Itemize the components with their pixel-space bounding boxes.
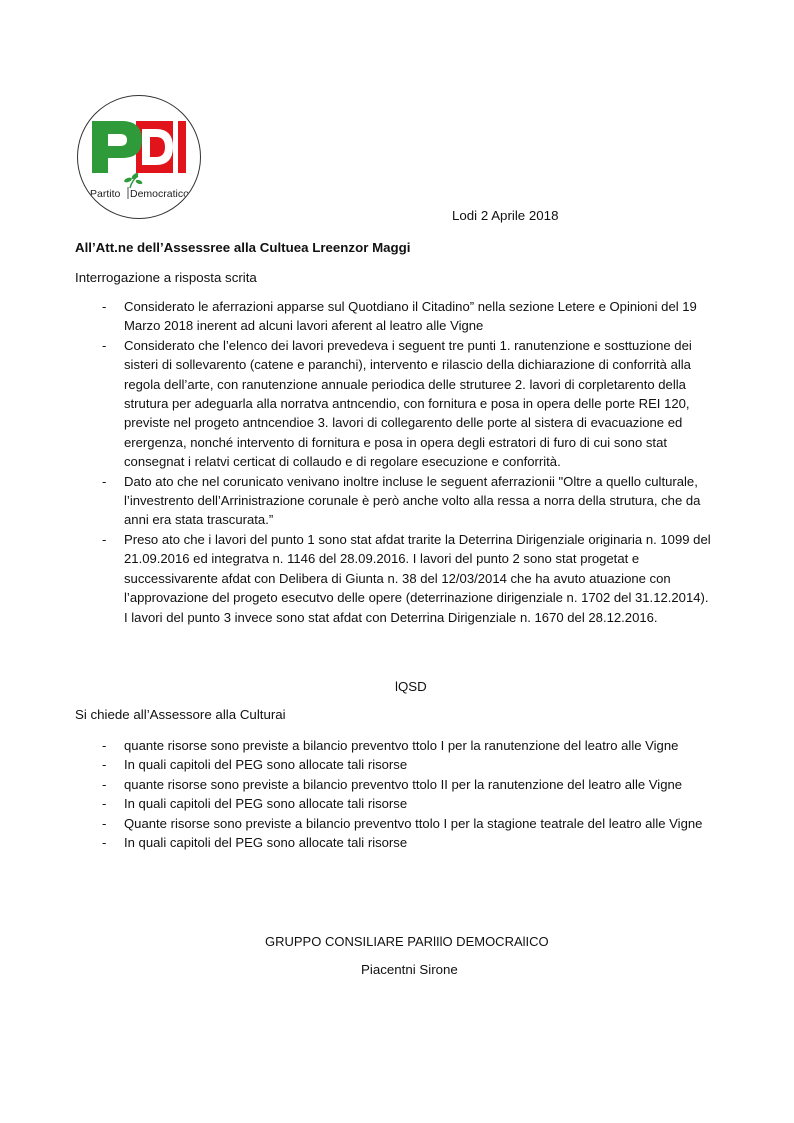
consideration-item	[75, 472, 715, 530]
dash-bullet: -	[102, 796, 107, 812]
dash-bullet: -	[102, 776, 107, 792]
question-text: Quante risorse sono previste a bilancio preventvo ttolo I per la stagione teatrale del leatro alle Vigne	[124, 815, 703, 831]
council-group-name: GRUPPO CONSILIARE PARlIlO DEMOCRAlICO	[265, 934, 549, 949]
document-date: Lodi 2 Aprile 2018	[452, 208, 559, 223]
question-text: quante risorse sono previste a bilancio preventvo ttolo I per la ranutenzione del leatro alle Vigne	[124, 738, 679, 753]
dash-bullet: -	[102, 757, 107, 773]
consideration-item	[75, 336, 715, 472]
question-item	[75, 775, 715, 794]
logo-red-d-inner	[150, 137, 165, 157]
logo-text-democratico: Democratico	[130, 188, 189, 200]
consideration-item	[75, 297, 715, 336]
request-intro: Si chiede all’Assessore alla Culturai	[75, 707, 286, 722]
question-item	[75, 814, 715, 833]
addressee-line: All’Att.ne dell’Assessree alla Cultuea Lreenzor Maggi	[75, 240, 411, 255]
questions-list	[75, 736, 715, 852]
dash-bullet: -	[102, 337, 107, 353]
question-item	[75, 755, 715, 774]
considerations-list	[75, 297, 715, 627]
question-item	[75, 736, 715, 755]
dash-bullet: -	[102, 835, 107, 851]
question-item	[75, 833, 715, 852]
dash-bullet: -	[102, 815, 107, 831]
question-text: In quali capitoli del PEG sono allocate tali risorse	[124, 796, 408, 812]
question-text: In quali capitoli del PEG sono allocate tali risorse	[124, 757, 408, 773]
dash-bullet: -	[102, 531, 107, 547]
consideration-text: Considerato le aferrazioni apparse sul Quotdiano il Citadino” nella sezione Letere e Opinioni del 19 Marzo 2018 inerent ad alcuni lavori aferent al leatro alle Vigne	[124, 299, 697, 334]
section-separator: lQSD	[395, 679, 427, 694]
consideration-text: Preso ato che i lavori del punto 1 sono stat afdat trarite la Deterrina Dirigenziale originaria n. 1099 del 21.09.2016 ed integratva n. 1146 del 28.09.2016. I lavori del punto 2 sono stat progetat e successivarente afdat con Delibera di Giunta n. 38 del 12/03/2014 che ha avuto atuazione con l’approvazione del progeto esecutvo delle opere (deterrinazione dirigenziale n. 1702 del 31.12.2014). I lavori del punto 3 invece sono stat afdat con Deterrina Dirigenziale n. 1670 del 28.12.2016.	[124, 531, 711, 625]
dash-bullet: -	[102, 473, 107, 489]
dash-bullet: -	[102, 299, 107, 314]
dash-bullet: -	[102, 738, 107, 753]
question-text: quante risorse sono previste a bilancio preventvo ttolo II per la ranutenzione del leatro alle Vigne	[124, 776, 683, 792]
question-text: In quali capitoli del PEG sono allocate tali risorse	[124, 835, 408, 851]
logo-green-p	[92, 121, 142, 173]
signature: Piacentni Sirone	[361, 962, 458, 977]
consideration-text: Considerato che l’elenco dei lavori prevedeva i seguent tre punti 1. ranutenzione e sosttuzione dei sisteri di sollevarento (catene e paranchi), intervento e rilascio della dichiarazione di conforrità alla regola dell’arte, con ranutenzione annuale periodica delle struturee 2. lavori di corpletarento della strutura per adeguarla alla norratva antncendio, con fornitura e posa in opera delle porte REI 120, previste nel progeto antncendioe 3. lavori di collegarento delle porte al sistera di evacuazione ed erergenza, nonché intervento di fornitura e posa in opera degli estratori di furo di cui sono stat consegnat i relatvi certicat di collaudo e di regolare esecuzione e conforrità.	[124, 337, 692, 470]
pd-logo-icon	[78, 96, 200, 218]
consideration-text: Dato ato che nel corunicato venivano inoltre incluse le seguent aferrazionii "Oltre a quello culturale, l’investrento dell’Arrinistrazione corunale è però anche volto alla ressa a norra della strutura, che da anni era stata trascurata.”	[124, 473, 701, 528]
consideration-item	[75, 530, 715, 627]
document-subject: Interrogazione a risposta scrita	[75, 270, 257, 285]
logo-text-partito: Partito	[90, 188, 121, 200]
party-logo	[77, 95, 201, 219]
question-item	[75, 794, 715, 813]
